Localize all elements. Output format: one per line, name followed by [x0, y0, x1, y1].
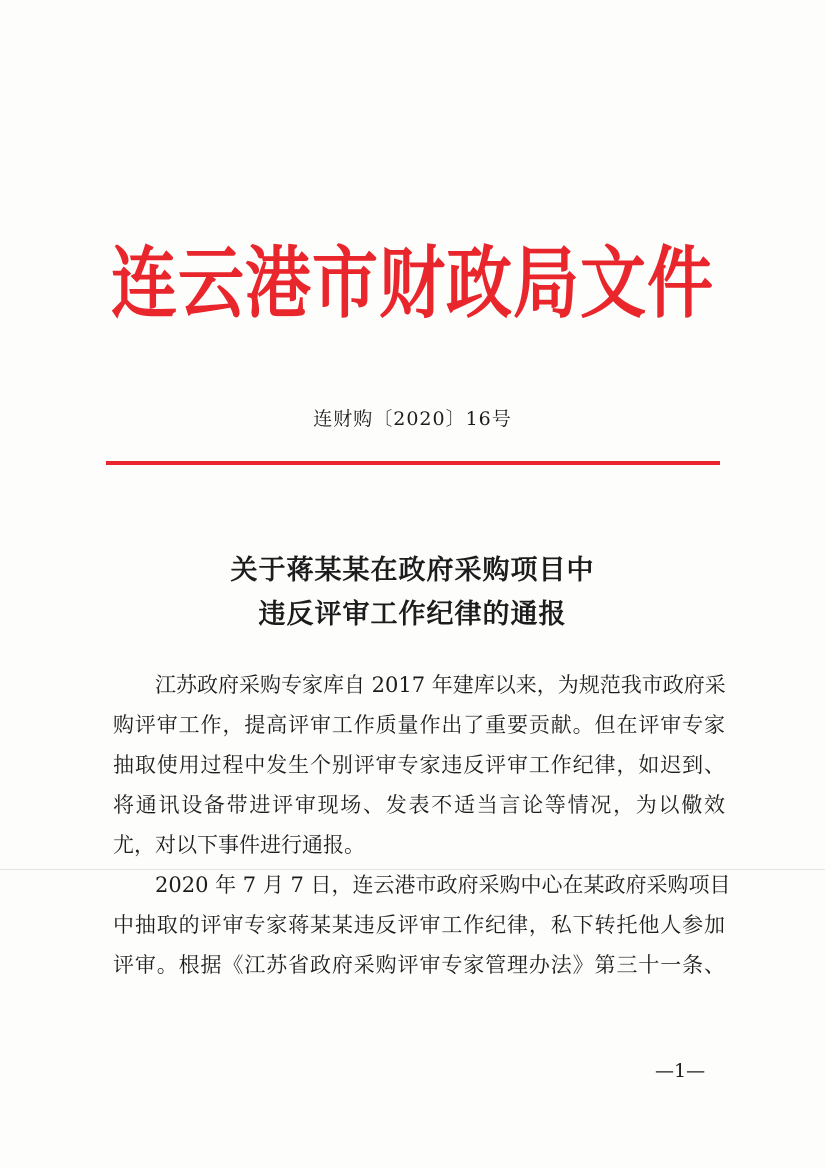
notice-title-line-2: 违反评审工作纪律的通报 [258, 599, 567, 630]
notice-title-line-1: 关于蒋某某在政府采购项目中 [230, 555, 595, 586]
document-number: 连财购〔2020〕16号 [313, 408, 512, 430]
body-paragraph-1-line-5: 尤，对以下事件进行通报。 [113, 833, 365, 857]
body-paragraph-2-line-3: 评审。根据《江苏省政府采购评审专家管理办法》第三十一条、 [113, 953, 725, 977]
body-paragraph-1-line-4: 将通讯设备带进评审现场、发表不适当言论等情况，为以儆效 [113, 793, 725, 817]
red-divider-line [106, 461, 720, 465]
body-paragraph-1-line-2: 购评审工作，提高评审工作质量作出了重要贡献。但在评审专家 [113, 713, 725, 737]
document-header-title: 连云港市财政局文件 [111, 236, 714, 329]
body-paragraph-2-line-2: 中抽取的评审专家蒋某某违反评审工作纪律，私下转托他人参加 [113, 913, 725, 937]
body-paragraph-2-line-1: 2020 年 7 月 7 日，连云港市政府采购中心在某政府采购项目 [155, 873, 731, 897]
page-number: —1— [655, 1060, 706, 1082]
body-paragraph-1-line-1: 江苏政府采购专家库自 2017 年建库以来，为规范我市政府采 [155, 673, 726, 697]
body-paragraph-1-line-3: 抽取使用过程中发生个别评审专家违反评审工作纪律，如迟到、 [113, 753, 725, 777]
